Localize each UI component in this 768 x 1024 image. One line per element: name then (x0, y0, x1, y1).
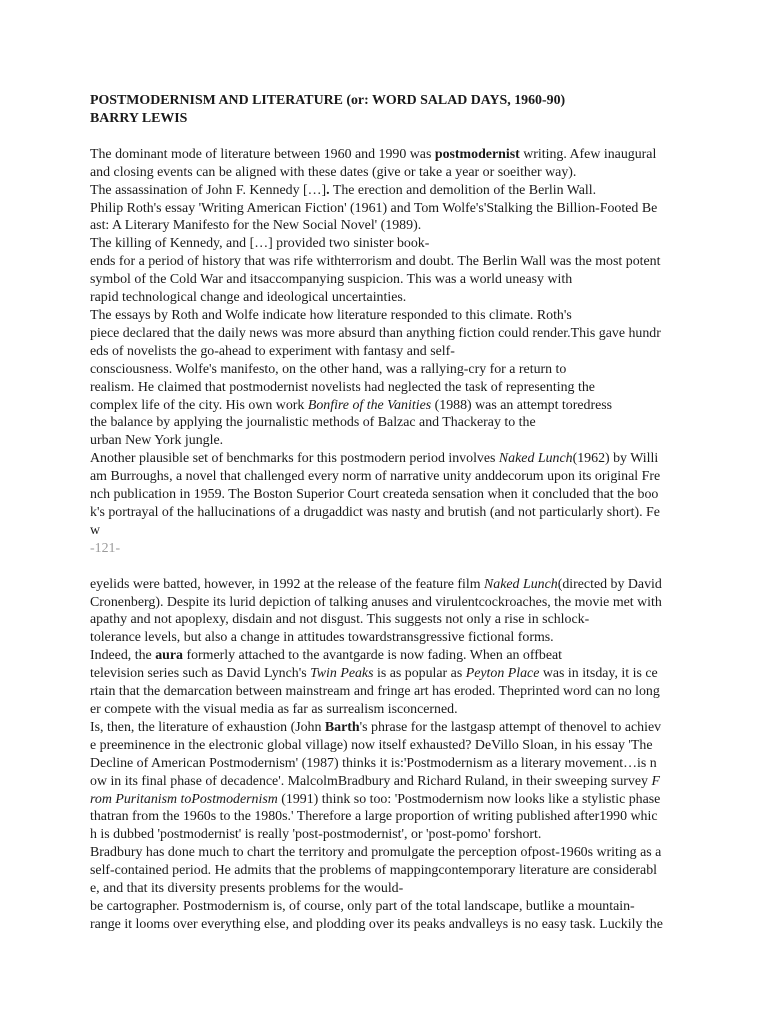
text-line (90, 880, 718, 898)
text-line (90, 862, 718, 880)
text-span: Bradbury has done much to chart the territory and promulgate the perception ofpost-1960s writing as a (90, 845, 662, 861)
bold-text: aura (155, 648, 183, 664)
text-line (90, 146, 718, 164)
document-title: POSTMODERNISM AND LITERATURE (or: WORD SALAD DAYS, 1960-90) (90, 93, 566, 108)
text-span: is as popular as (373, 666, 466, 682)
text-line (90, 791, 718, 809)
text-span: apathy and not apoplexy, disdain and not disgust. This suggests not only a rise in schlock- (90, 612, 590, 628)
text-span: urban New York jungle. (90, 433, 224, 449)
text-line (90, 808, 718, 826)
text-span: (1962) by Willi (572, 451, 659, 467)
text-line (90, 522, 718, 540)
text-span: consciousness. Wolfe's manifesto, on the other hand, was a rallying-cry for a return to (90, 361, 567, 377)
text-line (90, 701, 718, 719)
text-line (90, 468, 718, 486)
body-text-part-1 (90, 146, 718, 540)
text-span: e preeminence in the electronic global village) now itself exhausted? DeVillo Sloan, in his essay 'The (90, 737, 653, 753)
italic-text: Peyton Place (465, 666, 540, 682)
text-span: e, and that its diversity presents problems for the would- (90, 881, 404, 897)
bold-text: . (326, 182, 330, 198)
text-span: h is dubbed 'postmodernist' is really 'post-postmodernist', or 'post-pomo' forshort. (90, 827, 542, 843)
text-line (90, 289, 718, 307)
italic-text: F (651, 773, 660, 789)
text-line (90, 182, 718, 200)
text-span: eyelids were batted, however, in 1992 at the release of the feature film (90, 576, 485, 592)
text-span: tolerance levels, but also a change in attitudes towardstransgressive fictional forms. (90, 630, 554, 646)
text-span: k's portrayal of the hallucinations of a drugaddict was nasty and brutish (and not particularly short). Fe (90, 504, 660, 520)
text-span: thatran from the 1960s to the 1980s.' Therefore a large proportion of writing published after1990 whic (90, 809, 658, 825)
text-span: was in itsday, it is ce (539, 666, 658, 682)
italic-text: rom Puritanism toPostmodernism (90, 791, 278, 807)
text-span: complex life of the city. His own work (90, 397, 308, 413)
text-line (90, 773, 718, 791)
text-span: Cronenberg). Despite its lurid depiction of talking anuses and virulentcockroaches, the movie met with (90, 594, 662, 610)
body-text-part-2 (90, 576, 718, 934)
italic-text: Twin Peaks (310, 666, 374, 682)
text-line (90, 432, 718, 450)
text-span: ow in its final phase of decadence'. MalcolmBradbury and Richard Ruland, in their sweeping survey (90, 773, 652, 789)
text-span: and closing events can be aligned with these dates (give or take a year or soeither way). (90, 164, 577, 180)
text-span: range it looms over everything else, and plodding over its peaks andvalleys is no easy task. Luckily the (90, 916, 663, 932)
text-span: realism. He claimed that postmodernist novelists had neglected the task of representing the (90, 379, 595, 395)
text-line (90, 898, 718, 916)
text-line (90, 235, 718, 253)
text-line (90, 307, 718, 325)
text-span: The dominant mode of literature between 1960 and 1990 was (90, 146, 435, 162)
document-page (90, 92, 718, 934)
text-line (90, 397, 718, 415)
document-author: BARRY LEWIS (90, 110, 188, 126)
text-line (90, 629, 718, 647)
text-span: nch publication in 1959. The Boston Superior Court createda sensation when it concluded that the boo (90, 487, 659, 503)
text-line (90, 683, 718, 701)
text-span: writing. Afew inaugural (519, 146, 657, 162)
italic-text: Naked Lunch (498, 451, 573, 467)
text-span: Indeed, the (90, 648, 156, 664)
text-line (90, 916, 718, 934)
text-span: (directed by David (557, 576, 662, 592)
text-span: self-contained period. He admits that the problems of mappingcontemporary literature are considerabl (90, 863, 657, 879)
text-line (90, 361, 718, 379)
text-span: w (90, 522, 101, 538)
text-span: rtain that the demarcation between mainstream and fringe art has eroded. Theprinted word can no long (90, 684, 660, 700)
text-line (90, 414, 718, 432)
text-line (90, 576, 718, 594)
italic-text: Bonfire of the Vanities (307, 397, 432, 413)
spacer (90, 128, 718, 146)
text-span: Is, then, the literature of exhaustion (John (90, 719, 325, 735)
text-span: The essays by Roth and Wolfe indicate how literature responded to this climate. Roth's (90, 307, 572, 323)
text-line (90, 737, 718, 755)
text-line (90, 164, 718, 182)
text-span: ends for a period of history that was rife withterrorism and doubt. The Berlin Wall was the most potent (90, 254, 661, 270)
text-span: television series such as David Lynch's (90, 666, 311, 682)
text-span: (1988) was an attempt toredress (431, 397, 613, 413)
bold-text: postmodernist (434, 146, 520, 162)
text-line (90, 325, 718, 343)
text-span: 's phrase for the lastgasp attempt of thenovel to achiev (359, 719, 662, 735)
italic-text: Naked Lunch (484, 576, 558, 592)
text-line (90, 253, 718, 271)
text-line (90, 647, 718, 665)
text-span: ast: A Literary Manifesto for the New Social Novel' (1989). (90, 218, 422, 234)
text-span: er compete with the visual media as far as surrealism isconcerned. (90, 702, 458, 717)
text-span: symbol of the Cold War and itsaccompanying suspicion. This was a world uneasy with (90, 272, 573, 288)
text-span: formerly attached to the avantgarde is now fading. When an offbeat (182, 648, 563, 664)
text-line (90, 611, 718, 629)
text-line (90, 217, 718, 235)
page-number: -121- (90, 540, 121, 556)
text-line (90, 450, 718, 468)
text-line (90, 200, 718, 218)
text-span: eds of novelists the go-ahead to experiment with fantasy and self- (90, 343, 455, 359)
text-span: Decline of American Postmodernism' (1987) thinks it is:'Postmodernism as a literary movement…is n (90, 755, 657, 771)
text-line (90, 271, 718, 289)
text-span: (1991) think so too: 'Postmodernism now looks like a stylistic phase (277, 791, 661, 807)
bold-text: Barth (324, 719, 360, 735)
text-span: The erection and demolition of the Berlin Wall. (329, 182, 597, 198)
text-span: piece declared that the daily news was more absurd than anything fiction could render.This gave hundr (90, 325, 661, 341)
text-line (90, 755, 718, 773)
text-span: am Burroughs, a novel that challenged every norm of narrative unity anddecorum upon its original Fre (90, 469, 661, 485)
text-span: the balance by applying the journalistic methods of Balzac and Thackeray to the (90, 415, 536, 431)
text-line (90, 826, 718, 844)
text-line (90, 665, 718, 683)
text-line (90, 486, 718, 504)
text-span: Another plausible set of benchmarks for this postmodern period involves (90, 451, 499, 467)
text-line (90, 719, 718, 737)
text-span: The killing of Kennedy, and […] provided two sinister book- (90, 236, 430, 252)
text-line (90, 343, 718, 361)
text-span: Philip Roth's essay 'Writing American Fiction' (1961) and Tom Wolfe's'Stalking the Billion-Footed Be (90, 200, 658, 216)
text-span: rapid technological change and ideological uncertainties. (90, 290, 407, 306)
text-span: The assassination of John F. Kennedy […] (90, 182, 327, 198)
text-span: be cartographer. Postmodernism is, of course, only part of the total landscape, butlike a mountain- (90, 898, 635, 914)
text-line (90, 379, 718, 397)
text-line (90, 504, 718, 522)
spacer (90, 558, 718, 576)
text-line (90, 594, 718, 612)
text-line (90, 844, 718, 862)
